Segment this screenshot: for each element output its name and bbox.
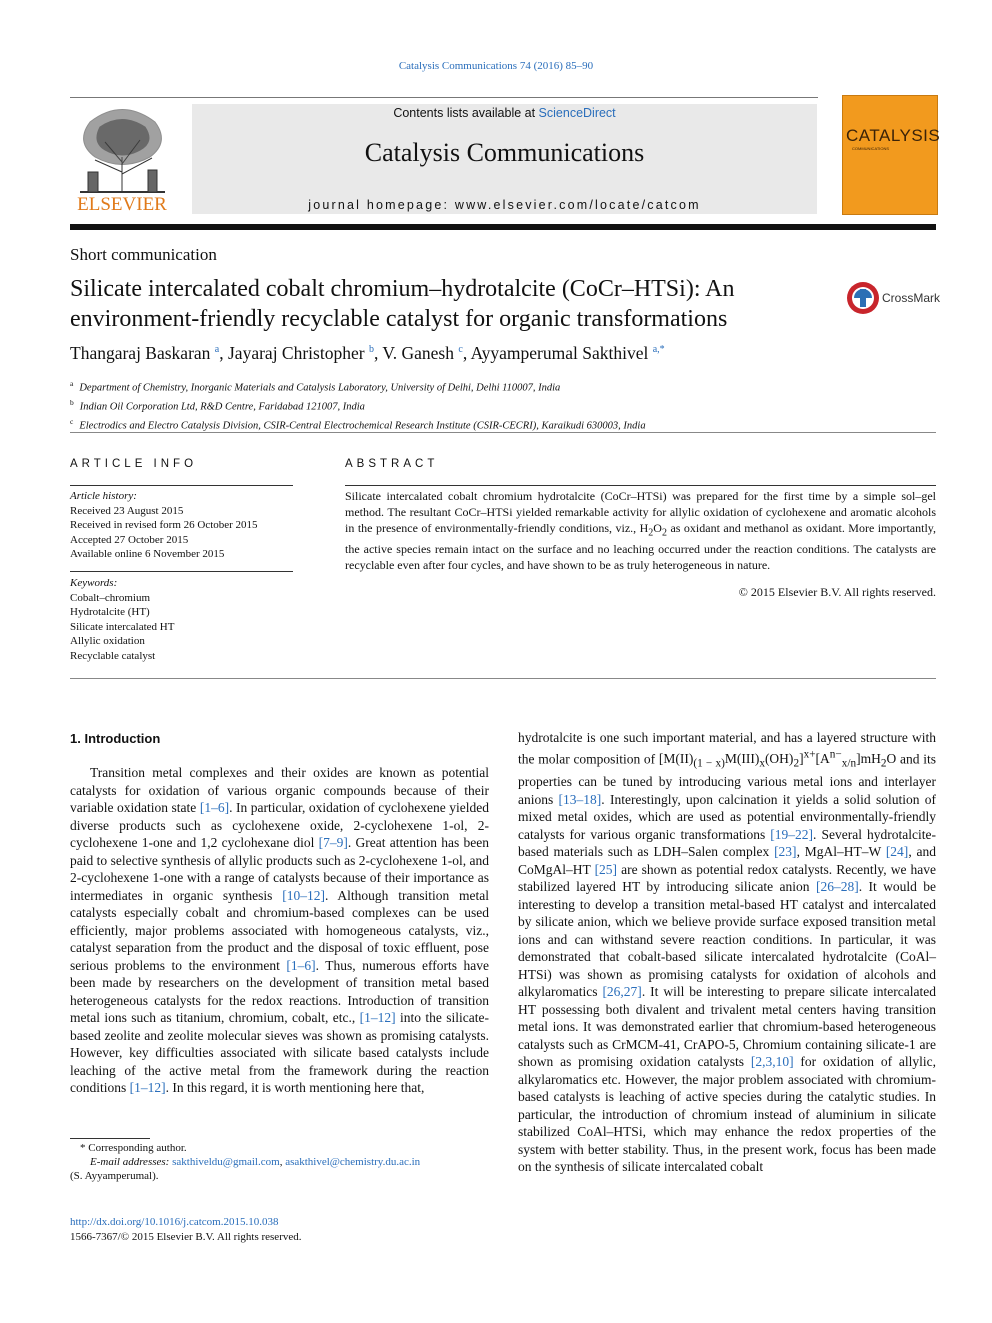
abstract-heading: ABSTRACT (345, 458, 439, 470)
author-attribution: (S. Ayyamperumal). (70, 1170, 159, 1182)
paper-title: Silicate intercalated cobalt chromium–hydrotalcite (CoCr–HTSi): An environment-friendly recyclable catalyst for organic transformations (70, 276, 735, 332)
section-heading: 1. Introduction (70, 731, 161, 746)
paragraph-text: . In this regard, it is worth mentioning here that, (165, 1080, 425, 1095)
keyword: Recyclable catalyst (70, 649, 156, 662)
history-item: Available online 6 November 2015 (70, 548, 225, 560)
paragraph-text: and its properties can be tuned by introducing various metal ions and interlayer anions (518, 751, 937, 807)
journal-citation-link[interactable]: Catalysis Communications 74 (2016) 85–90 (398, 60, 594, 72)
reference-link[interactable]: [1–6] (199, 800, 230, 815)
affiliation: $^b$ Indian Oil Corporation Ltd, R&D Centre, Faridabad 121007, India (70, 398, 365, 413)
keyword: Silicate intercalated HT (70, 620, 175, 633)
author-name[interactable]: Ayyamperumal Sakthivel (470, 343, 649, 363)
elsevier-tree-icon (70, 102, 175, 214)
keyword: Cobalt–chromium (70, 591, 151, 604)
reference-link[interactable]: [25] (594, 861, 618, 877)
journal-title: Catalysis Communications (364, 138, 645, 167)
author-name[interactable]: V. Ganesh (382, 343, 454, 363)
keywords-label: Keywords: (70, 577, 118, 589)
keywords (70, 576, 293, 663)
article-info-heading: ARTICLE INFO (70, 458, 198, 470)
cover-subtitle: COMMUNICATIONS (852, 146, 890, 151)
article-info-rule (70, 485, 293, 486)
history-item: Received 23 August 2015 (70, 504, 184, 517)
reference-link[interactable]: [23] (774, 844, 797, 860)
article-history (70, 489, 293, 562)
email-label: E-mail addresses: (90, 1156, 170, 1168)
reference-link[interactable]: [10–12] (282, 887, 325, 903)
intro-paragraph-1 (70, 764, 489, 1097)
doi-link[interactable]: http://dx.doi.org/10.1016/j.catcom.2015.10.038 (70, 1216, 279, 1228)
reference-link[interactable]: [2,3,10] (750, 1054, 794, 1070)
front-matter-divider (70, 678, 936, 679)
molar-formula: $[M(II)_{(1 - x)}M(III)_x(OH)_2]^{x+}[A^{n-}_{x/n}]mH_2O$ (658, 748, 897, 770)
paragraph-text: . Several hydrotalcite-based materials such as LDH–Salen complex (518, 826, 937, 860)
author-affil-mark[interactable]: b (368, 344, 374, 356)
affiliation: $^a$ Department of Chemistry, Inorganic Materials and Catalysis Laboratory, University of Delhi, Delhi 110007, India (70, 379, 561, 394)
history-label: Article history: (70, 490, 137, 502)
journal-homepage[interactable]: journal homepage: www.elsevier.com/locate/catcom (308, 198, 701, 212)
abstract-copyright: © 2015 Elsevier B.V. All rights reserved. (738, 585, 936, 599)
crossmark-label: CrossMark (882, 291, 941, 305)
journal-cover-image[interactable] (842, 95, 941, 215)
paragraph-text: Transition metal complexes and their oxides are known as potential catalysts for oxidation of various organic compounds because of their variable oxidation state (70, 765, 489, 815)
paragraph-text: into the silicate-based zeolite and zeolite molecular sieves was shown as promising catalysts. However, key difficulties associated with silicate based catalysts include leaching of the active metal from the framework during the reaction conditions (70, 1010, 489, 1095)
publisher-logo-wordmark: ELSEVIER (77, 194, 167, 214)
reference-link[interactable]: [7–9] (318, 835, 348, 850)
affiliation: $^c$ Electrodics and Electro Catalysis Division, CSIR-Central Electrochemical Research Institute (CSIR-CECRI), Karaikudi 630003, India (70, 417, 646, 432)
paragraph-text: . In particular, oxidation of cyclohexene yielded diverse products such as cyclohexene oxide, 2-cyclohexene 1-ol, 2-cyclohexene 1-one and 1,2 cyclohexane diol (70, 800, 489, 850)
reference-link[interactable]: [13–18] (558, 791, 602, 807)
elsevier-logo[interactable] (70, 102, 175, 214)
keywords-rule (70, 571, 293, 572)
issn-copyright: 1566-7367/© 2015 Elsevier B.V. All rights reserved. (70, 1231, 302, 1243)
author-list: Thangaraj Baskaran $^a$, Jayaraj Christopher $^b$, V. Ganesh $^c$, Ayyamperumal Sakthivel $^{a,*}$ (70, 343, 665, 363)
paragraph-text: . It will be interesting to prepare silicate intercalated HT possessing both divalent and trivalent metal centers having transition metal ions. It was demonstrated earlier that chromium-based heterogeneous catalysts such as CrMCM-41, CrAPO-5, Chromium containing silicate-1 are shown as promising oxidation catalysts (518, 984, 936, 1070)
contents-line (192, 106, 817, 120)
keyword: Hydrotalcite (HT) (70, 606, 150, 618)
paragraph-text: , MgAl–HT–W (796, 844, 886, 860)
masthead-rule (70, 97, 818, 98)
paragraph-text: . Interestingly, upon calcination it yields a solid solution of mixed metal oxides, which are used as potential environmentally-friendly catalysts for various organic transformations (518, 791, 936, 842)
reference-link[interactable]: [26,27] (602, 984, 642, 1000)
paragraph-text: for oxidation of allylic, alkylaromatics etc. However, the major problem associated with chromium-based catalysts is leaching of active species during the catalytic studies. In particular, the introduction of chromium instead of aluminium in silicate stabilized CoAl–HTSi, which may enhance the redox properties of the system with better stability. Thus, in the present work, focus has been made on the synthesis of silicate intercalated cobalt (518, 1054, 937, 1175)
intro-paragraph-2 (518, 729, 936, 1176)
keyword: Allylic oxidation (70, 635, 145, 647)
email-link[interactable]: sakthiveldu@gmail.com (172, 1156, 280, 1168)
paragraph-text: . Great attention has been paid to selective synthesis of allylic products such as 2-cyclohexene 1-ol, and 2-cyclohexene 1-one with a range of catalysts because of their importance as intermediates in organic synthesis (70, 835, 490, 903)
corresponding-footnote: * Corresponding author. E-mail addresses: sakthiveldu@gmail.com, asakthivel@chemistry.du.ac.in (S. Ayyamperumal). (70, 1141, 490, 1183)
footnote-rule (70, 1138, 150, 1139)
paragraph-text: . Although transition metal catalysts especially cobalt and chromium-based complexes can be used efficiently, major problems associated with homogeneous catalysts, viz., catalyst separation from the product and the disposal of toxic effluent, pose serious problems to the environment (70, 887, 489, 973)
affiliations (70, 377, 646, 434)
contents-prefix: Contents lists available at (393, 106, 539, 120)
reference-link[interactable]: [1–6] (286, 957, 316, 973)
abstract-rule (345, 485, 936, 486)
reference-link[interactable]: [1–12] (129, 1080, 166, 1095)
abstract-text: Silicate intercalated cobalt chromium hydrotalcite (CoCr–HTSi) was prepared for the first time by a simple sol–gel method. The resultant CoCr–HTSi yielded remarkable activity for allylic oxidation of cyclohexene and aromatic alcohols in the presence of environmentally-friendly conditions, viz., $H_2O_2$ as oxidant and methanol as oxidant. More importantly, the active species remain intact on the surface and no leaching occurred under the reaction conditions. The catalysts are recyclable even after four cycles, and have shown to be as truly heterogeneous in nature. (345, 489, 936, 573)
paragraph-text: , and CoMgAl–HT (518, 844, 936, 877)
sciencedirect-link[interactable]: ScienceDirect (538, 106, 616, 120)
author-name[interactable]: Jayaraj Christopher (228, 343, 365, 363)
corresponding-author: Corresponding author. (88, 1142, 187, 1154)
author-name[interactable]: Thangaraj Baskaran (70, 343, 211, 363)
paragraph-text: . Thus, numerous efforts have been made by researchers on the development of transition metal based heterogeneous catalysts for the redox reactions. Introduction of transition metal ions such as titanium, chromium, cobalt, etc., (70, 957, 489, 1025)
reference-link[interactable]: [24] (885, 844, 909, 860)
paragraph-text: hydrotalcite is one such important material, and has a layered structure with the molar composition of (518, 730, 936, 766)
article-type: Short communication (70, 245, 217, 264)
paragraph-text: . It would be interesting to develop a transition metal-based HT catalyst and intercalated by silicate anion, which we believe provide surface exposed transition metal ions and can withstand severe reaction conditions. In particular, it was demonstrated that cobalt-based silicate intercalated hydrotalcite (CoAl–HTSi) was shown as promising catalysts for oxidation of alcohols and alkylaromatics (518, 879, 937, 1000)
history-item: Accepted 27 October 2015 (70, 533, 189, 546)
title-divider (70, 432, 936, 433)
cover-title: CATALYSIS (846, 126, 941, 145)
crossmark-badge[interactable] (846, 281, 940, 315)
reference-link[interactable]: [19–22] (770, 826, 814, 842)
author-affil-mark[interactable]: a (214, 344, 220, 356)
author-affil-mark[interactable]: c (458, 344, 463, 356)
author-affil-mark[interactable]: a,* (652, 344, 665, 356)
email-link[interactable]: asakthivel@chemistry.du.ac.in (285, 1156, 421, 1168)
reference-link[interactable]: [1–12] (359, 1010, 396, 1025)
reference-link[interactable]: [26–28] (815, 879, 859, 895)
history-item: Received in revised form 26 October 2015 (70, 519, 258, 531)
header-divider (70, 224, 936, 230)
paragraph-text: are shown as potential redox catalysts. Recently, we have stabilized layered HT by introducing silicate anion (518, 861, 936, 895)
